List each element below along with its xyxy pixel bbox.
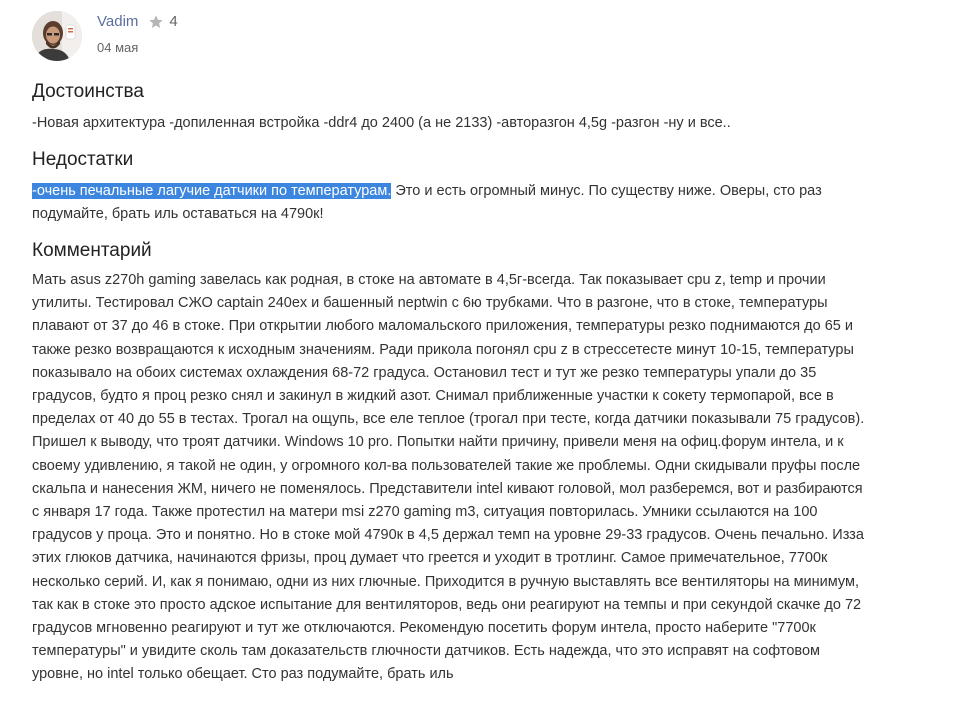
star-icon bbox=[148, 14, 164, 30]
user-photo-icon bbox=[32, 11, 82, 61]
cons-text bbox=[32, 180, 872, 226]
comment-section bbox=[32, 239, 872, 687]
cons-text-rest: Это и есть огромный минус. По существу ниже. Оверы, сто раз подумайте, брать иль оставаться на 4790к! bbox=[32, 183, 822, 223]
cons-title: Недостатки bbox=[32, 149, 134, 170]
cons-section bbox=[32, 148, 872, 226]
avatar[interactable] bbox=[32, 11, 82, 61]
author-rating bbox=[148, 13, 177, 30]
author-line bbox=[97, 13, 178, 30]
rating-value: 4 bbox=[169, 13, 178, 30]
comment-text: Мать asus z270h gaming завелась как родная, в стоке на автомате в 4,5г-всегда. Так показывает cpu z, temp и прочии утилиты. Тестировал СЖО captain 240ex и башенный neptwin с 6ю трубками. Что в разгоне, что в стоке, температуры плавают от 37 до 46 в стоке. При открытии любого маломальского приложения, температуры резко поднимаются до 65 и также резко возвращаются к исходным значениям. Ради прикола погонял cpu z в стрессетесте минут 10-15, температуры показывало на обоих системах охлаждения 68-72 градуса. Остановил тест и тут же резко температуры упали до 35 градусов, будто я проц резко снял и закинул в жидкий азот. Снимал приближенные участки к сокету термопарой, все в пределах от 40 до 55 в тестах. Трогал на ощупь, все еле теплое (трогал при тесте, когда датчики показывали 75 градусов). Пришел к выводу, что троят датчики. Windows 10 pro. Попытки найти причину, привели меня на офиц.форум интела, и к своему удивлению, я такой не один, у огромного кол-ва пользователей такие же проблемы. Одни скидывали пруфы после скальпа и нанесения ЖМ, ничего не поменялось. Представители intel кивают головой, мол разберемся, вот и разбираются с января 17 года. Также протестил на матери msi z270 gaming m3, ситуация повторилась. Умники ссылаются на 100 градусов у проца. Это и понятно. Но в стоке мой 4790к в 4,5 держал темп на уровне 29-33 градусов. Очень печально. Изза этих глюков датчика, начинаются фризы, проц думает что греется и уходит в тротлинг. Самое примечательное, 7700к несколько серий. И, как я понимаю, одни из них глючные. Приходится в ручную выставлять все вентиляторы на минимум, так как в стоке это просто адское испытание для вентиляторов, ведь они реагируют на темпы и при секундой скачке до 72 градусов мгновенно реагируют и тут же отключаются. Рекомендую посетить форум интела, просто наберите "7700к температуры" и увидите сколь там доказательств глючности датчиков. Есть надежда, что это исправят на софтовом уровне, но intel только обещает. Сто раз подумайте, брать иль bbox=[32, 272, 865, 683]
selected-text[interactable]: -очень печальные лагучие датчики по температурам. bbox=[32, 183, 392, 199]
review-date: 04 мая bbox=[97, 40, 139, 55]
comment-title: Комментарий bbox=[32, 240, 152, 261]
author-name-link[interactable]: Vadim bbox=[97, 13, 139, 30]
pros-text: -Новая архитектура -допиленная встройка -ddr4 до 2400 (а не 2133) -авторазгон 4,5g -разгон -ну и все.. bbox=[32, 115, 731, 131]
pros-title: Достоинства bbox=[32, 81, 144, 102]
pros-section bbox=[32, 80, 872, 135]
